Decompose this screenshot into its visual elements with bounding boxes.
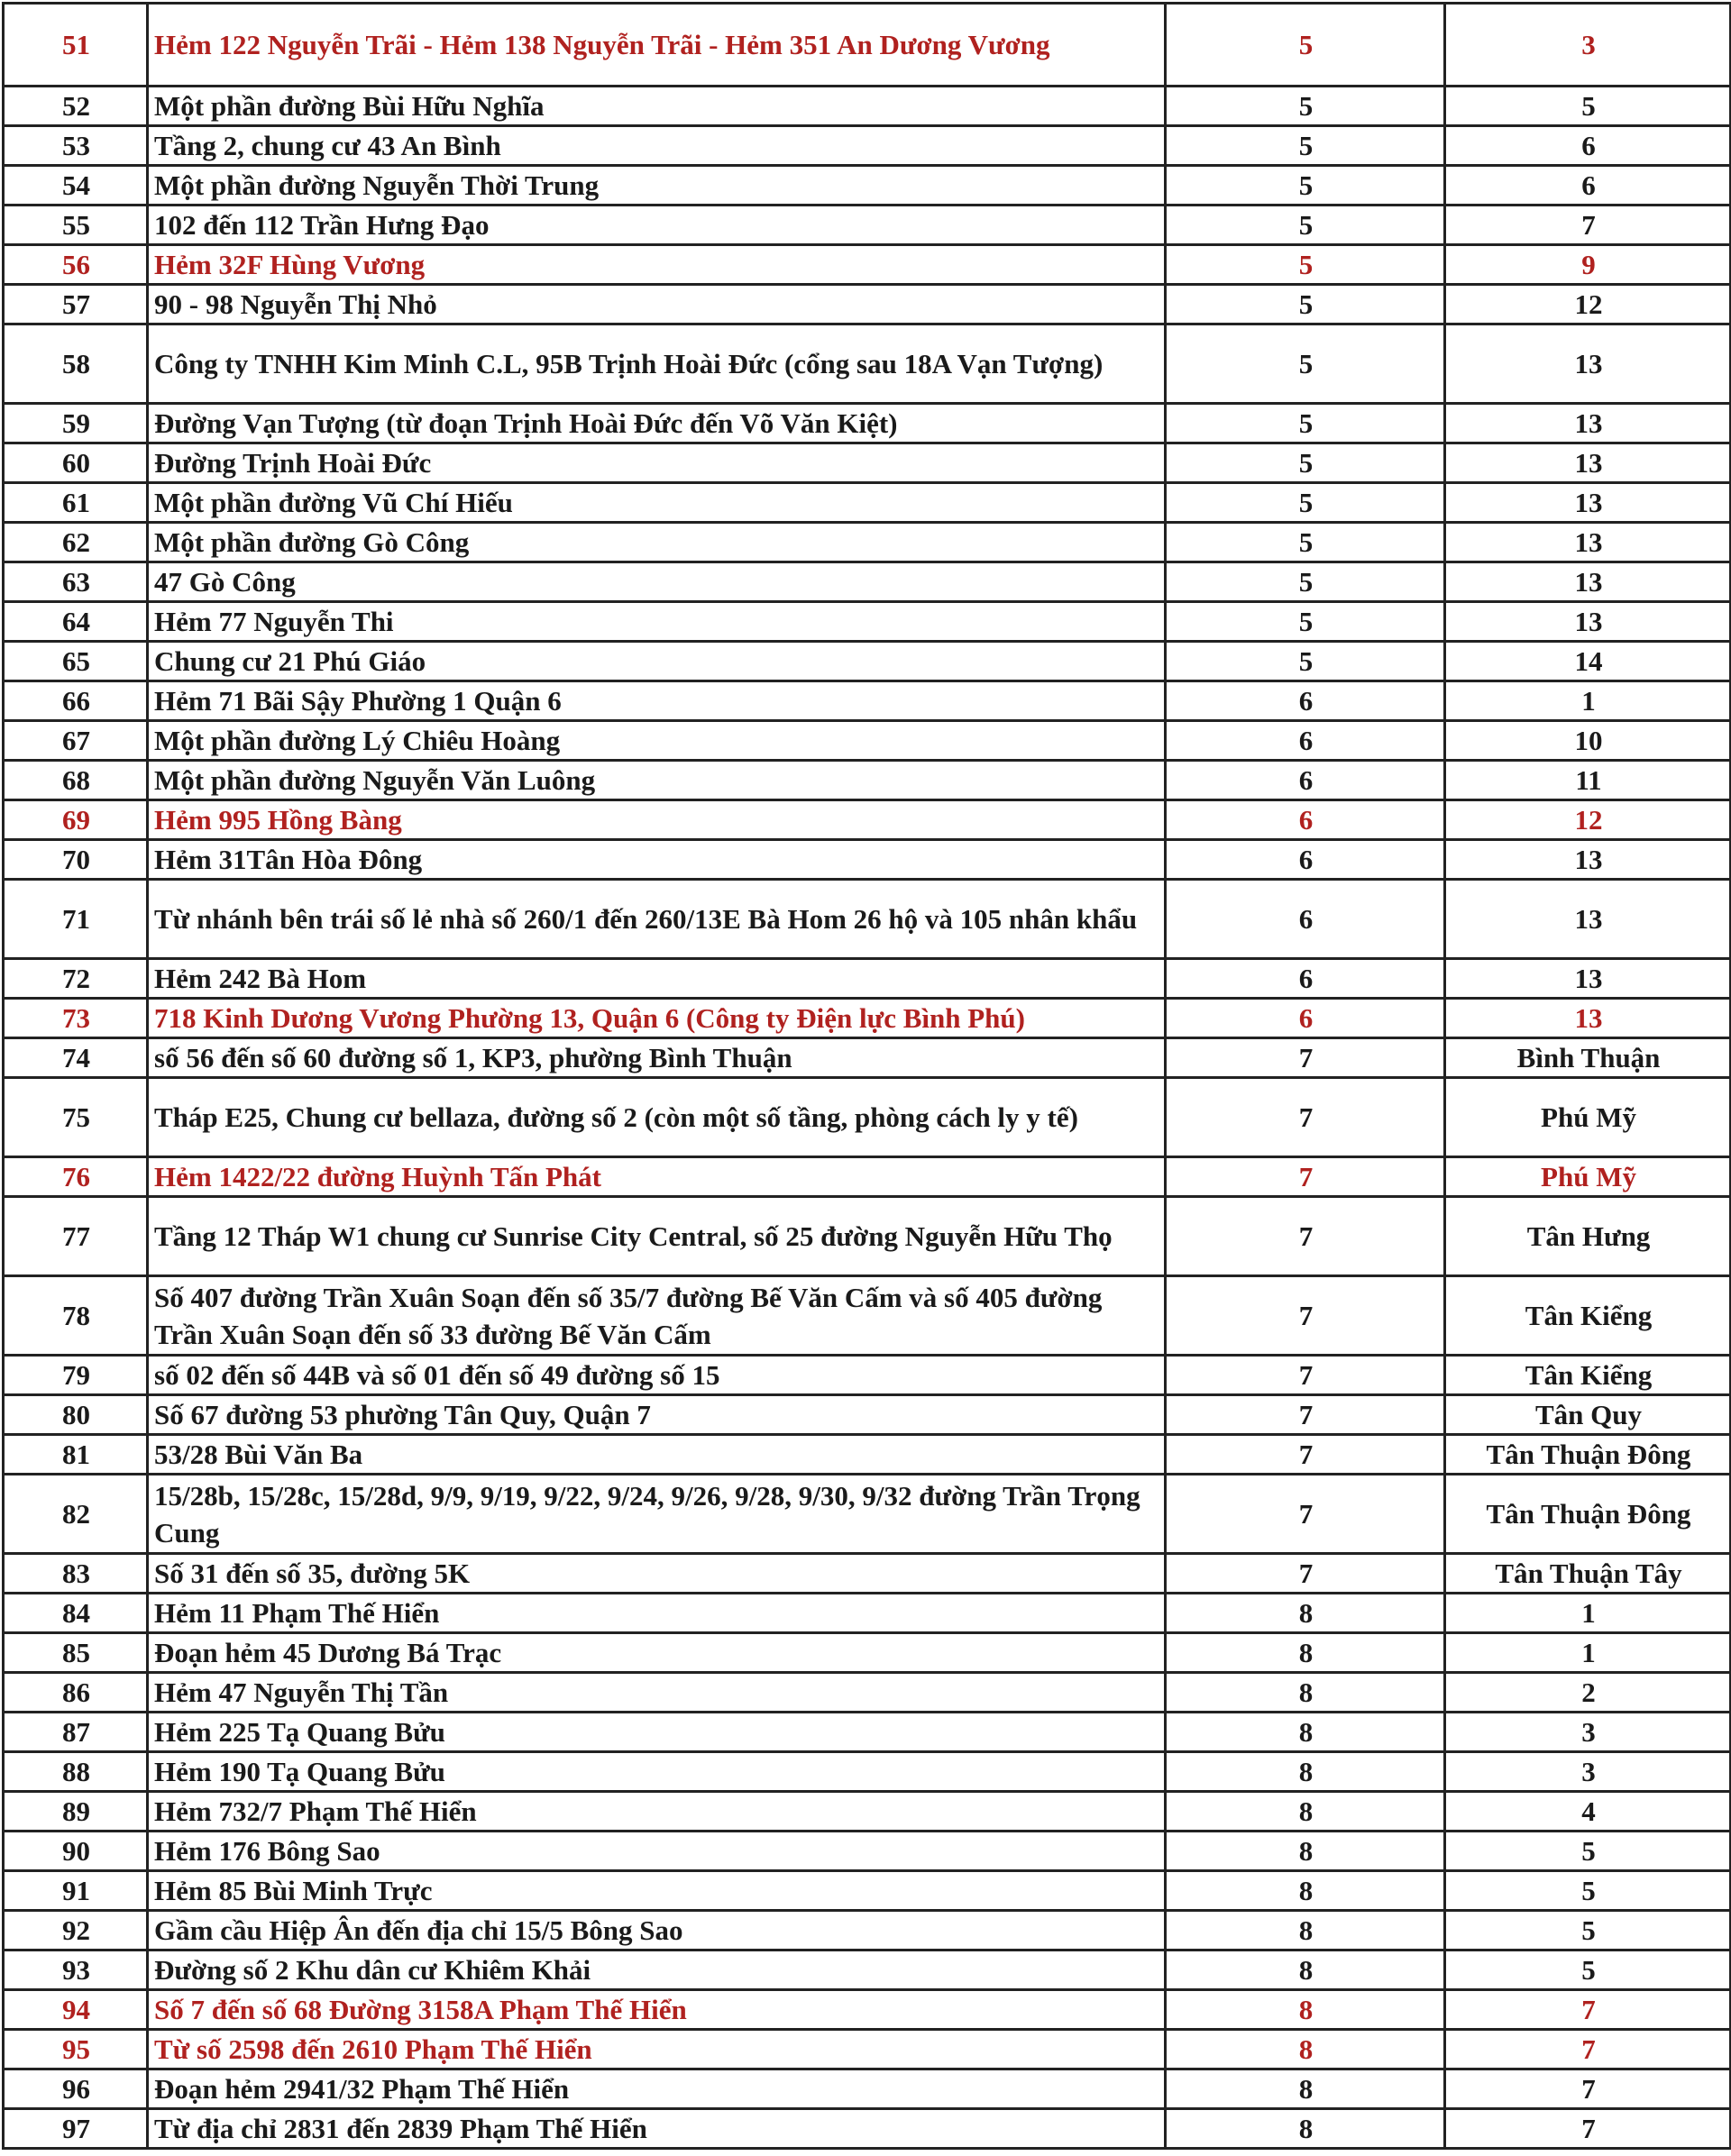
row-district: 8 — [1166, 1792, 1445, 1832]
row-district: 5 — [1166, 483, 1445, 523]
row-ward: 1 — [1445, 681, 1731, 721]
row-number: 62 — [4, 523, 148, 562]
row-ward: 7 — [1445, 2030, 1731, 2069]
row-district: 8 — [1166, 2109, 1445, 2149]
table-row — [4, 404, 1731, 443]
row-address: 102 đến 112 Trần Hưng Đạo — [148, 206, 1166, 245]
row-number: 91 — [4, 1871, 148, 1911]
row-ward: Tân Thuận Tây — [1445, 1554, 1731, 1594]
row-number: 86 — [4, 1673, 148, 1713]
row-number: 85 — [4, 1633, 148, 1673]
row-district: 5 — [1166, 404, 1445, 443]
row-address: Hẻm 32F Hùng Vương — [148, 245, 1166, 285]
table-row — [4, 1276, 1731, 1356]
row-number: 75 — [4, 1078, 148, 1157]
row-ward: 13 — [1445, 443, 1731, 483]
row-ward: 13 — [1445, 999, 1731, 1038]
row-ward: 10 — [1445, 721, 1731, 761]
row-number: 53 — [4, 126, 148, 166]
row-number: 60 — [4, 443, 148, 483]
table-row — [4, 4, 1731, 87]
row-ward: 13 — [1445, 483, 1731, 523]
row-address: Hẻm 85 Bùi Minh Trực — [148, 1871, 1166, 1911]
row-ward: Phú Mỹ — [1445, 1078, 1731, 1157]
row-district: 8 — [1166, 1594, 1445, 1633]
row-district: 5 — [1166, 443, 1445, 483]
row-district: 5 — [1166, 245, 1445, 285]
row-district: 6 — [1166, 880, 1445, 959]
row-address: Tầng 12 Tháp W1 chung cư Sunrise City Central, số 25 đường Nguyễn Hữu Thọ — [148, 1197, 1166, 1276]
row-address: Hẻm 176 Bông Sao — [148, 1832, 1166, 1871]
row-district: 7 — [1166, 1157, 1445, 1197]
row-district: 6 — [1166, 800, 1445, 840]
row-number: 93 — [4, 1950, 148, 1990]
row-address: Đường số 2 Khu dân cư Khiêm Khải — [148, 1950, 1166, 1990]
row-address: Đoạn hẻm 2941/32 Phạm Thế Hiển — [148, 2069, 1166, 2109]
row-ward: 11 — [1445, 761, 1731, 800]
row-number: 71 — [4, 880, 148, 959]
table-row — [4, 1395, 1731, 1435]
row-ward: 7 — [1445, 206, 1731, 245]
row-address: Hẻm 190 Tạ Quang Bửu — [148, 1752, 1166, 1792]
row-number: 58 — [4, 324, 148, 404]
row-ward: Bình Thuận — [1445, 1038, 1731, 1078]
row-ward: 1 — [1445, 1594, 1731, 1633]
row-ward: 3 — [1445, 1713, 1731, 1752]
table-row — [4, 1356, 1731, 1395]
row-district: 8 — [1166, 1871, 1445, 1911]
row-ward: 7 — [1445, 2069, 1731, 2109]
row-ward: 14 — [1445, 642, 1731, 681]
row-number: 52 — [4, 87, 148, 126]
row-address: Hẻm 1422/22 đường Huỳnh Tấn Phát — [148, 1157, 1166, 1197]
row-number: 87 — [4, 1713, 148, 1752]
row-ward: 5 — [1445, 1950, 1731, 1990]
row-district: 7 — [1166, 1554, 1445, 1594]
table-row — [4, 324, 1731, 404]
row-number: 89 — [4, 1792, 148, 1832]
row-ward: 6 — [1445, 126, 1731, 166]
row-address: Một phần đường Lý Chiêu Hoàng — [148, 721, 1166, 761]
table-row — [4, 245, 1731, 285]
row-number: 51 — [4, 4, 148, 87]
table-row — [4, 285, 1731, 324]
table-row — [4, 1871, 1731, 1911]
row-address: 53/28 Bùi Văn Ba — [148, 1435, 1166, 1475]
table-row — [4, 1633, 1731, 1673]
row-ward: 5 — [1445, 87, 1731, 126]
row-district: 8 — [1166, 1950, 1445, 1990]
table-row — [4, 1038, 1731, 1078]
row-ward: 7 — [1445, 2109, 1731, 2149]
row-district: 5 — [1166, 562, 1445, 602]
row-district: 5 — [1166, 206, 1445, 245]
row-ward: 5 — [1445, 1832, 1731, 1871]
table-row — [4, 523, 1731, 562]
row-district: 6 — [1166, 681, 1445, 721]
row-ward: 13 — [1445, 880, 1731, 959]
row-address: Hẻm 31Tân Hòa Đông — [148, 840, 1166, 880]
row-ward: Phú Mỹ — [1445, 1157, 1731, 1197]
row-district: 8 — [1166, 1911, 1445, 1950]
row-district: 8 — [1166, 1633, 1445, 1673]
row-address: Một phần đường Bùi Hữu Nghĩa — [148, 87, 1166, 126]
row-ward: Tân Kiểng — [1445, 1276, 1731, 1356]
row-address: Hẻm 242 Bà Hom — [148, 959, 1166, 999]
row-address: 90 - 98 Nguyễn Thị Nhỏ — [148, 285, 1166, 324]
row-address: Số 7 đến số 68 Đường 3158A Phạm Thế Hiển — [148, 1990, 1166, 2030]
row-ward: 5 — [1445, 1871, 1731, 1911]
row-district: 7 — [1166, 1197, 1445, 1276]
table-row — [4, 840, 1731, 880]
row-number: 88 — [4, 1752, 148, 1792]
row-address: Từ nhánh bên trái số lẻ nhà số 260/1 đến 260/13E Bà Hom 26 hộ và 105 nhân khẩu — [148, 880, 1166, 959]
row-number: 94 — [4, 1990, 148, 2030]
row-ward: 13 — [1445, 562, 1731, 602]
table-row — [4, 681, 1731, 721]
row-number: 80 — [4, 1395, 148, 1435]
row-district: 8 — [1166, 1990, 1445, 2030]
table-row — [4, 2069, 1731, 2109]
row-address: 47 Gò Công — [148, 562, 1166, 602]
row-number: 73 — [4, 999, 148, 1038]
table-row — [4, 1475, 1731, 1554]
table-row — [4, 87, 1731, 126]
row-address: Hẻm 732/7 Phạm Thế Hiển — [148, 1792, 1166, 1832]
row-number: 84 — [4, 1594, 148, 1633]
row-district: 6 — [1166, 959, 1445, 999]
row-ward: 2 — [1445, 1673, 1731, 1713]
row-number: 81 — [4, 1435, 148, 1475]
row-ward: 9 — [1445, 245, 1731, 285]
table-row — [4, 1673, 1731, 1713]
table-row — [4, 1594, 1731, 1633]
row-number: 92 — [4, 1911, 148, 1950]
row-number: 70 — [4, 840, 148, 880]
row-number: 78 — [4, 1276, 148, 1356]
row-district: 8 — [1166, 1673, 1445, 1713]
row-district: 6 — [1166, 761, 1445, 800]
row-address: Chung cư 21 Phú Giáo — [148, 642, 1166, 681]
row-address: Một phần đường Vũ Chí Hiếu — [148, 483, 1166, 523]
table-row — [4, 166, 1731, 206]
row-district: 5 — [1166, 642, 1445, 681]
row-ward: 12 — [1445, 285, 1731, 324]
row-ward: 13 — [1445, 404, 1731, 443]
row-ward: 13 — [1445, 523, 1731, 562]
row-district: 5 — [1166, 602, 1445, 642]
blockade-address-table — [2, 2, 1731, 2150]
row-address: Một phần đường Gò Công — [148, 523, 1166, 562]
row-district: 8 — [1166, 2069, 1445, 2109]
row-address: Gầm cầu Hiệp Ân đến địa chỉ 15/5 Bông Sao — [148, 1911, 1166, 1950]
table-body — [4, 4, 1731, 2149]
row-address: Hẻm 11 Phạm Thế Hiển — [148, 1594, 1166, 1633]
row-number: 61 — [4, 483, 148, 523]
table-row — [4, 443, 1731, 483]
row-ward: 6 — [1445, 166, 1731, 206]
row-address: 15/28b, 15/28c, 15/28d, 9/9, 9/19, 9/22, 9/24, 9/26, 9/28, 9/30, 9/32 đường Trần Trọng Cung — [148, 1475, 1166, 1554]
row-ward: Tân Hưng — [1445, 1197, 1731, 1276]
row-ward: 4 — [1445, 1792, 1731, 1832]
row-number: 69 — [4, 800, 148, 840]
table-row — [4, 1792, 1731, 1832]
row-address: Đoạn hẻm 45 Dương Bá Trạc — [148, 1633, 1166, 1673]
row-address: Hẻm 77 Nguyễn Thi — [148, 602, 1166, 642]
row-district: 7 — [1166, 1356, 1445, 1395]
row-address: Số 67 đường 53 phường Tân Quy, Quận 7 — [148, 1395, 1166, 1435]
row-district: 6 — [1166, 999, 1445, 1038]
row-district: 7 — [1166, 1038, 1445, 1078]
row-number: 74 — [4, 1038, 148, 1078]
row-district: 8 — [1166, 1752, 1445, 1792]
row-address: Hẻm 225 Tạ Quang Bửu — [148, 1713, 1166, 1752]
row-district: 6 — [1166, 840, 1445, 880]
row-number: 79 — [4, 1356, 148, 1395]
row-address: Hẻm 995 Hồng Bàng — [148, 800, 1166, 840]
row-number: 77 — [4, 1197, 148, 1276]
row-ward: Tân Kiểng — [1445, 1356, 1731, 1395]
row-number: 55 — [4, 206, 148, 245]
row-district: 7 — [1166, 1475, 1445, 1554]
row-number: 64 — [4, 602, 148, 642]
row-number: 59 — [4, 404, 148, 443]
row-number: 76 — [4, 1157, 148, 1197]
row-address: 718 Kinh Dương Vương Phường 13, Quận 6 (Công ty Điện lực Bình Phú) — [148, 999, 1166, 1038]
table-row — [4, 483, 1731, 523]
table-row — [4, 880, 1731, 959]
table-row — [4, 1911, 1731, 1950]
row-ward: 12 — [1445, 800, 1731, 840]
table-row — [4, 999, 1731, 1038]
row-district: 5 — [1166, 523, 1445, 562]
row-address: số 02 đến số 44B và số 01 đến số 49 đường số 15 — [148, 1356, 1166, 1395]
row-district: 7 — [1166, 1435, 1445, 1475]
row-address: Hẻm 71 Bãi Sậy Phường 1 Quận 6 — [148, 681, 1166, 721]
table-row — [4, 206, 1731, 245]
row-number: 67 — [4, 721, 148, 761]
row-address: Đường Vạn Tượng (từ đoạn Trịnh Hoài Đức đến Võ Văn Kiệt) — [148, 404, 1166, 443]
row-number: 83 — [4, 1554, 148, 1594]
row-district: 6 — [1166, 721, 1445, 761]
row-number: 72 — [4, 959, 148, 999]
row-address: số 56 đến số 60 đường số 1, KP3, phường Bình Thuận — [148, 1038, 1166, 1078]
row-district: 5 — [1166, 4, 1445, 87]
row-number: 96 — [4, 2069, 148, 2109]
table-row — [4, 1435, 1731, 1475]
row-district: 5 — [1166, 126, 1445, 166]
row-address: Số 407 đường Trần Xuân Soạn đến số 35/7 đường Bế Văn Cấm và số 405 đường Trần Xuân Soạn đến số 33 đường Bế Văn Cấm — [148, 1276, 1166, 1356]
row-ward: Tân Thuận Đông — [1445, 1435, 1731, 1475]
row-address: Hẻm 47 Nguyễn Thị Tần — [148, 1673, 1166, 1713]
row-ward: 13 — [1445, 959, 1731, 999]
table-row — [4, 1157, 1731, 1197]
row-district: 7 — [1166, 1276, 1445, 1356]
table-row — [4, 721, 1731, 761]
row-number: 68 — [4, 761, 148, 800]
row-address: Đường Trịnh Hoài Đức — [148, 443, 1166, 483]
row-number: 82 — [4, 1475, 148, 1554]
row-district: 5 — [1166, 166, 1445, 206]
row-ward: 13 — [1445, 840, 1731, 880]
table-row — [4, 761, 1731, 800]
row-ward: Tân Thuận Đông — [1445, 1475, 1731, 1554]
table-row — [4, 602, 1731, 642]
row-ward: Tân Quy — [1445, 1395, 1731, 1435]
table-row — [4, 1554, 1731, 1594]
row-district: 7 — [1166, 1395, 1445, 1435]
table-row — [4, 1752, 1731, 1792]
row-ward: 5 — [1445, 1911, 1731, 1950]
table-row — [4, 800, 1731, 840]
table-row — [4, 1832, 1731, 1871]
row-district: 8 — [1166, 1713, 1445, 1752]
document-page — [2, 2, 1729, 2154]
table-row — [4, 2030, 1731, 2069]
row-number: 97 — [4, 2109, 148, 2149]
row-address: Một phần đường Nguyễn Văn Luông — [148, 761, 1166, 800]
table-row — [4, 1197, 1731, 1276]
row-district: 5 — [1166, 285, 1445, 324]
row-ward: 3 — [1445, 4, 1731, 87]
row-address: Tháp E25, Chung cư bellaza, đường số 2 (còn một số tầng, phòng cách ly y tế) — [148, 1078, 1166, 1157]
row-number: 90 — [4, 1832, 148, 1871]
row-district: 8 — [1166, 1832, 1445, 1871]
table-row — [4, 2109, 1731, 2149]
table-row — [4, 1990, 1731, 2030]
row-ward: 3 — [1445, 1752, 1731, 1792]
row-ward: 13 — [1445, 324, 1731, 404]
row-address: Từ địa chỉ 2831 đến 2839 Phạm Thế Hiển — [148, 2109, 1166, 2149]
row-ward: 7 — [1445, 1990, 1731, 2030]
row-number: 54 — [4, 166, 148, 206]
row-address: Từ số 2598 đến 2610 Phạm Thế Hiển — [148, 2030, 1166, 2069]
table-row — [4, 959, 1731, 999]
row-number: 63 — [4, 562, 148, 602]
row-ward: 1 — [1445, 1633, 1731, 1673]
row-number: 66 — [4, 681, 148, 721]
table-row — [4, 562, 1731, 602]
row-district: 8 — [1166, 2030, 1445, 2069]
row-address: Số 31 đến số 35, đường 5K — [148, 1554, 1166, 1594]
row-address: Một phần đường Nguyễn Thời Trung — [148, 166, 1166, 206]
row-number: 95 — [4, 2030, 148, 2069]
table-row — [4, 126, 1731, 166]
row-address: Công ty TNHH Kim Minh C.L, 95B Trịnh Hoài Đức (cổng sau 18A Vạn Tượng) — [148, 324, 1166, 404]
row-district: 7 — [1166, 1078, 1445, 1157]
table-row — [4, 1713, 1731, 1752]
row-district: 5 — [1166, 87, 1445, 126]
row-number: 57 — [4, 285, 148, 324]
row-ward: 13 — [1445, 602, 1731, 642]
table-row — [4, 1078, 1731, 1157]
row-address: Hẻm 122 Nguyễn Trãi - Hẻm 138 Nguyễn Trãi - Hẻm 351 An Dương Vương — [148, 4, 1166, 87]
table-row — [4, 642, 1731, 681]
row-address: Tầng 2, chung cư 43 An Bình — [148, 126, 1166, 166]
row-district: 5 — [1166, 324, 1445, 404]
row-number: 65 — [4, 642, 148, 681]
table-row — [4, 1950, 1731, 1990]
row-number: 56 — [4, 245, 148, 285]
